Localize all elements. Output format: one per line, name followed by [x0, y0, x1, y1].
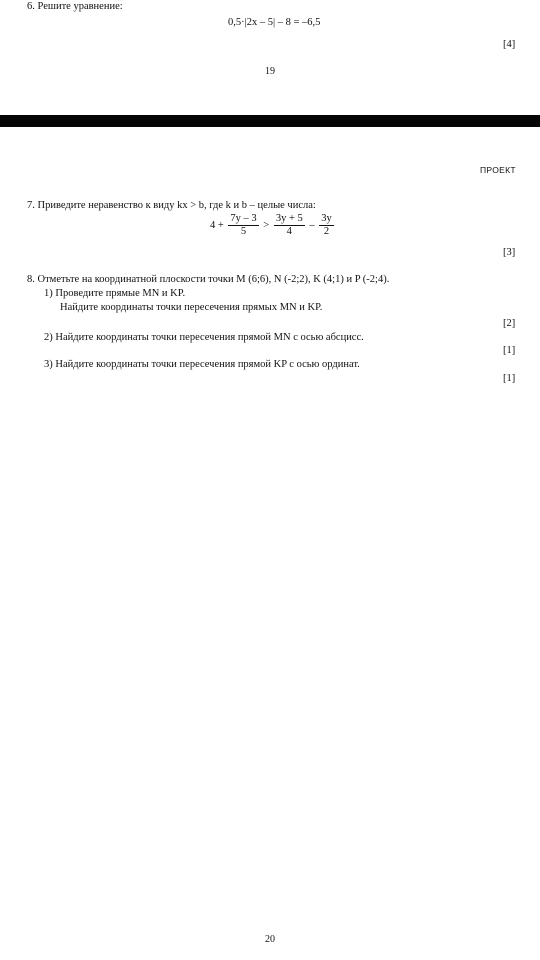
- fraction-1-denominator: 5: [240, 226, 247, 237]
- page-19: [0, 0, 540, 115]
- question-8-prompt: 8. Отметьте на координатной плоскости точки M (6;6), N (-2;2), K (4;1) и P (-2;4).: [27, 274, 390, 285]
- question-8-item-2-mark: [1]: [503, 345, 516, 356]
- question-7-prompt: 7. Приведите неравенство к виду kx > b, где k и b – целые числа:: [27, 200, 316, 211]
- fraction-2-numerator: 3y + 5: [275, 213, 303, 224]
- draft-label: ПРОЕКТ: [480, 165, 516, 175]
- question-8-item-3: 3) Найдите координаты точки пересечения прямой KP с осью ординат.: [44, 359, 360, 370]
- question-8-item-3-mark: [1]: [503, 373, 516, 384]
- page-number-20: 20: [265, 934, 275, 945]
- page-number-19: 19: [265, 66, 275, 77]
- question-6-equation: 0,5·|2x – 5| – 8 = –6,5: [228, 17, 321, 28]
- inequality-lead: 4 +: [210, 220, 224, 231]
- question-8-item-1-mark: [2]: [503, 318, 516, 329]
- page-separator-bar: [0, 115, 540, 127]
- question-7-mark: [3]: [503, 247, 516, 258]
- fraction-2-denominator: 4: [286, 226, 292, 237]
- fraction-3: [319, 213, 334, 238]
- page-20: [0, 127, 540, 960]
- question-6-mark: [4]: [503, 39, 516, 50]
- question-8-item-2: 2) Найдите координаты точки пересечения прямой MN с осью абсцисс.: [44, 332, 364, 343]
- question-8-item-1-detail: Найдите координаты точки пересечения прямых MN и KP.: [60, 302, 323, 313]
- greater-than-sign: >: [263, 220, 270, 231]
- question-7-inequality: [210, 213, 336, 238]
- fraction-2: [274, 213, 305, 238]
- fraction-3-numerator: 3y: [321, 213, 332, 224]
- fraction-1: [228, 213, 258, 238]
- fraction-1-numerator: 7y – 3: [230, 213, 257, 224]
- question-6-prompt: 6. Решите уравнение:: [27, 1, 123, 12]
- question-8-item-1: 1) Проведите прямые MN и KP.: [44, 288, 186, 299]
- minus-sign: –: [309, 220, 315, 231]
- fraction-3-denominator: 2: [323, 226, 330, 237]
